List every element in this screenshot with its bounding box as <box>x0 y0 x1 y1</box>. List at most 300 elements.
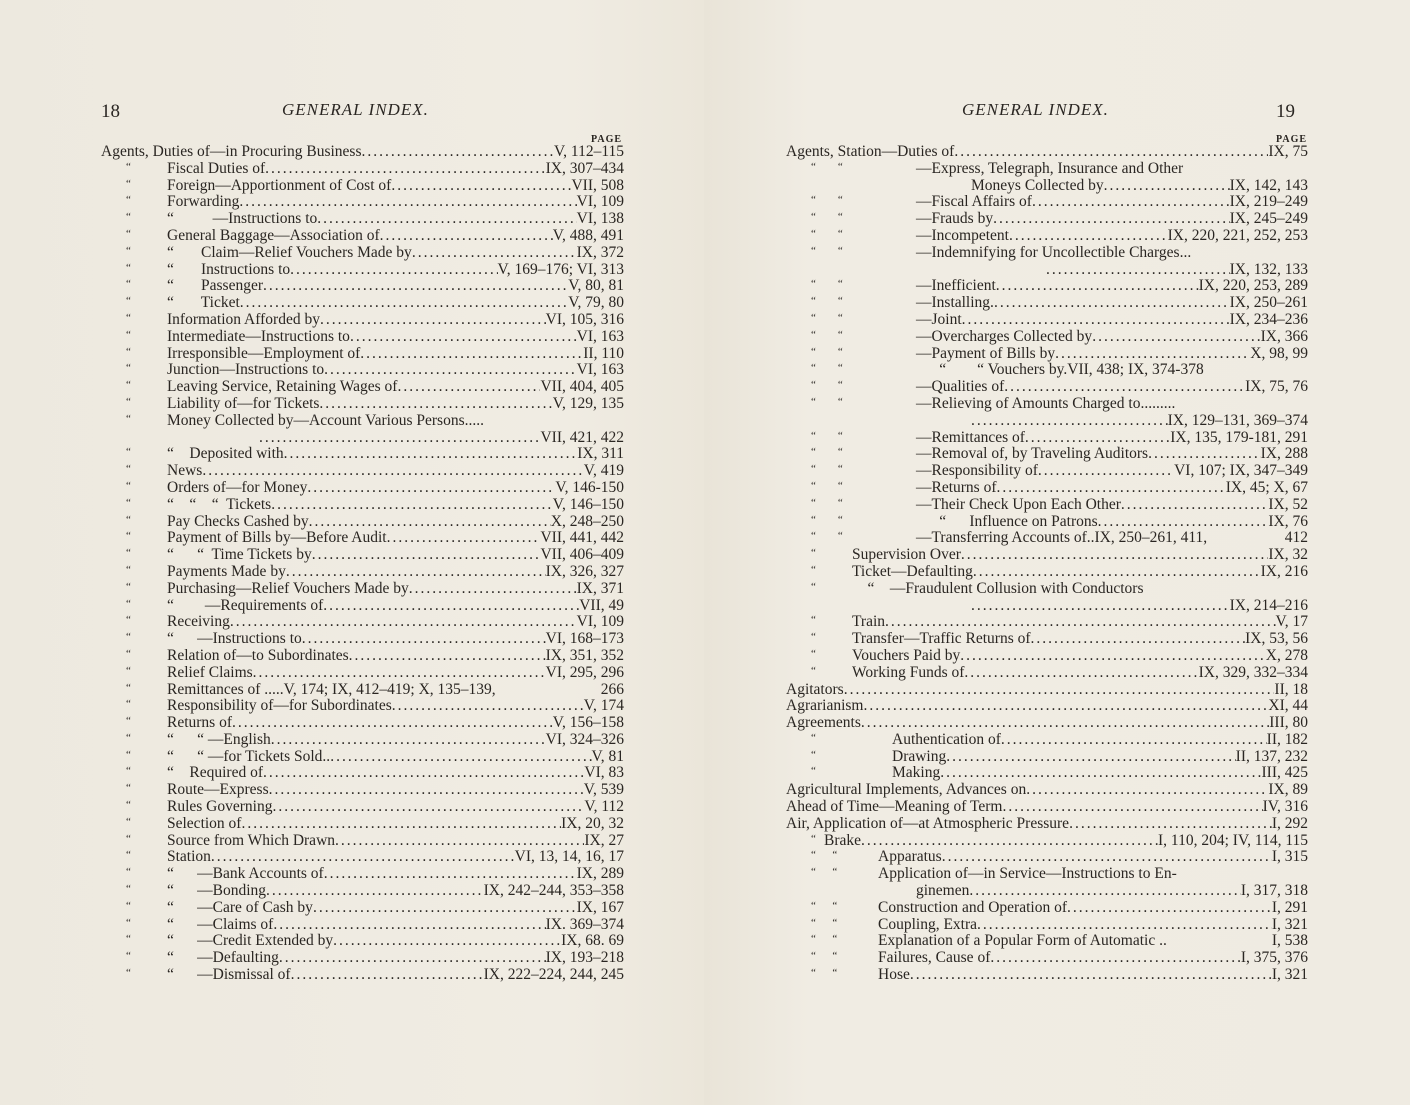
index-entry <box>786 144 1308 161</box>
index-entry <box>786 782 1308 799</box>
entry-page-ref: I, 315 <box>1271 848 1308 866</box>
entry-page-ref: IX, 245–249 <box>1229 210 1308 228</box>
ditto-mark: “ <box>126 782 131 795</box>
dot-leader <box>1055 346 1250 363</box>
dot-leader <box>302 631 546 648</box>
entry-page-ref: II, 137, 232 <box>1235 747 1308 765</box>
ditto-mark: “ <box>811 580 816 593</box>
entry-page-ref: V, 112–115 <box>553 143 624 160</box>
dot-leader <box>380 228 553 245</box>
index-entry <box>786 631 1308 648</box>
ditto-mark: “ “ <box>811 849 838 862</box>
dot-leader <box>1009 228 1168 245</box>
entry-label: Air, Application of—at Atmospheric Pressure <box>786 814 1070 832</box>
dot-leader <box>997 480 1226 497</box>
dot-leader <box>409 581 577 598</box>
ditto-mark: “ <box>811 647 816 660</box>
entry-page-ref: IX, 311 <box>577 445 624 463</box>
ditto-mark: “ <box>126 883 131 896</box>
dot-leader <box>324 866 577 883</box>
index-entry <box>101 581 624 598</box>
dot-leader <box>271 732 546 749</box>
entry-page-ref: VI, 109 <box>576 613 624 631</box>
entry-page-ref: V, 146-150 <box>555 478 624 496</box>
entry-page-ref: IX, 76 <box>1268 512 1308 530</box>
index-entry <box>786 849 1308 866</box>
dot-leader <box>994 295 1230 312</box>
page-number: 18 <box>101 101 120 122</box>
dot-leader <box>320 312 546 329</box>
index-entry <box>786 799 1308 816</box>
entry-page-ref: V, 112 <box>584 798 624 816</box>
entry-label: Agitators <box>786 680 844 698</box>
dot-leader <box>1031 631 1246 648</box>
dot-leader <box>253 665 546 682</box>
entry-label: Information Afforded by <box>167 310 320 328</box>
entry-page-ref: IX, 135, 179-181, 291 <box>1170 428 1308 446</box>
entry-label: Orders of—for Money <box>167 478 308 496</box>
ditto-mark: “ <box>126 731 131 744</box>
dot-leader <box>861 715 1269 732</box>
ditto-mark: “ <box>126 815 131 828</box>
entry-label: “ —Care of Cash by <box>167 898 313 916</box>
dot-leader <box>349 648 546 665</box>
entry-label: “ Claim—Relief Vouchers Made by <box>167 243 412 261</box>
entry-label: Ahead of Time—Meaning of Term <box>786 798 1003 816</box>
dot-leader <box>990 950 1240 967</box>
index-entry <box>101 211 624 228</box>
ditto-mark: “ <box>126 261 131 274</box>
ditto-mark: “ <box>126 194 131 207</box>
dot-leader <box>1098 514 1269 531</box>
dot-leader <box>973 564 1261 581</box>
entry-page-ref: IX, 220, 221, 252, 253 <box>1167 226 1308 244</box>
entry-page-ref: VI, 109 <box>576 193 624 211</box>
entry-label: Returns of <box>167 714 233 732</box>
index-entry <box>101 245 624 262</box>
index-entry <box>786 950 1308 967</box>
entry-page-ref: V, 81 <box>591 747 624 765</box>
ditto-mark: “ <box>126 614 131 627</box>
dot-leader <box>350 329 577 346</box>
running-head: GENERAL INDEX. <box>282 100 429 119</box>
ditto-mark: “ <box>126 866 131 879</box>
index-entry <box>786 547 1308 564</box>
dot-leader <box>291 967 484 984</box>
entry-page-ref: II, 182 <box>1266 730 1308 748</box>
dot-leader <box>309 514 551 531</box>
entry-page-ref: IX, 216 <box>1260 562 1308 580</box>
ditto-mark: “ <box>811 748 816 761</box>
entry-label: Junction—Instructions to <box>167 361 325 379</box>
entry-page-ref: V, 419 <box>583 462 624 480</box>
ditto-mark: “ <box>126 530 131 543</box>
entry-label: —Incompetent <box>916 226 1009 244</box>
index-entry <box>786 245 1308 262</box>
entry-label: —Returns of <box>916 478 997 496</box>
dot-leader <box>412 245 577 262</box>
entry-page-ref: V, 539 <box>583 781 624 799</box>
dot-leader <box>263 765 584 782</box>
entry-label: Intermediate—Instructions to <box>167 327 350 345</box>
index-entry <box>101 144 624 161</box>
entry-label: Coupling, Extra <box>878 915 978 933</box>
index-entry <box>786 463 1308 480</box>
entry-page-ref: IV, 316 <box>1262 798 1308 816</box>
ditto-mark: “ “ <box>811 933 838 946</box>
entry-page-ref: X, 278 <box>1265 646 1308 664</box>
ditto-mark: “ “ <box>811 244 843 257</box>
page-column-label: PAGE <box>1276 134 1308 145</box>
entry-label: Source from Which Drawn <box>167 831 336 849</box>
index-entry <box>101 278 624 295</box>
entry-page-ref: IX, 307–434 <box>545 159 624 177</box>
index-entry <box>101 413 624 430</box>
entry-label: News <box>167 462 203 480</box>
ditto-mark: “ <box>126 950 131 963</box>
entry-page-ref: VII, 404, 405 <box>540 378 624 396</box>
entry-page-ref: IX, 326, 327 <box>545 562 624 580</box>
dot-leader <box>940 765 1261 782</box>
index-entry <box>786 396 1308 413</box>
entry-page-ref: IX, 250–261 <box>1229 294 1308 312</box>
entry-page-ref: VI, 13, 14, 16, 17 <box>514 848 624 866</box>
index-entry <box>101 564 624 581</box>
index-entry <box>101 228 624 245</box>
index-entry <box>101 698 624 715</box>
entry-label: Receiving <box>167 613 230 631</box>
dot-leader <box>273 917 545 934</box>
dot-leader <box>954 144 1268 161</box>
ditto-mark: “ <box>126 681 131 694</box>
entry-label: General Baggage—Association of <box>167 226 380 244</box>
entry-page-ref: IX, 329, 332–334 <box>1198 663 1308 681</box>
ditto-mark: “ <box>126 244 131 257</box>
dot-leader <box>1032 194 1230 211</box>
ditto-mark: “ <box>126 479 131 492</box>
entry-page-ref: VII, 508 <box>571 176 624 194</box>
entry-label: Agents, Station—Duties of <box>786 143 955 160</box>
dot-leader <box>1002 799 1262 816</box>
index-entry <box>786 514 1308 531</box>
index-entry <box>101 799 624 816</box>
entry-label: Hose <box>878 966 910 984</box>
entry-label: Fiscal Duties of <box>167 159 266 177</box>
index-entry <box>786 765 1308 782</box>
ditto-mark: “ “ <box>811 513 843 526</box>
entry-page-ref: VI, 163 <box>576 327 624 345</box>
ditto-mark: “ <box>126 563 131 576</box>
index-entry <box>101 631 624 648</box>
ditto-mark: “ <box>126 345 131 358</box>
ditto-mark: “ “ <box>811 362 843 375</box>
ditto-mark: “ <box>811 664 816 677</box>
entry-page-ref: 412 <box>1284 529 1308 547</box>
dot-leader <box>1025 430 1170 447</box>
index-entry <box>786 732 1308 749</box>
entry-page-ref: I, 375, 376 <box>1240 949 1308 967</box>
ditto-mark: “ <box>126 748 131 761</box>
index-entry <box>101 396 624 413</box>
index-entry <box>786 564 1308 581</box>
entry-label: “ —Dismissal of <box>167 966 291 984</box>
entry-label: Responsibility of—for Subordinates <box>167 697 392 715</box>
index-entry <box>786 698 1308 715</box>
entry-label: “ —Instructions to <box>167 210 318 228</box>
entry-page-ref: VI, 295, 296 <box>545 663 624 681</box>
ditto-mark: “ “ <box>811 429 843 442</box>
dot-leader <box>1067 900 1272 917</box>
index-entry <box>101 463 624 480</box>
index-entry <box>786 598 1308 615</box>
dot-leader <box>319 396 552 413</box>
index-entry <box>786 648 1308 665</box>
entry-label: —Frauds by <box>916 210 994 228</box>
entry-label: —Their Check Upon Each Other <box>916 495 1121 513</box>
entry-label: Liability of—for Tickets <box>167 394 320 412</box>
index-entry <box>101 648 624 665</box>
entry-label: —Joint <box>916 310 962 328</box>
index-entry <box>786 749 1308 766</box>
entry-page-ref: IX, 45; X, 67 <box>1225 478 1308 496</box>
ditto-mark: “ <box>126 765 131 778</box>
index-entry <box>786 917 1308 934</box>
dot-leader <box>1038 463 1174 480</box>
ditto-mark: “ <box>126 278 131 291</box>
entry-page-ref: IX. 369–374 <box>545 915 624 933</box>
ditto-mark: “ “ <box>811 463 843 476</box>
dot-leader <box>387 530 541 547</box>
index-entry <box>101 497 624 514</box>
dot-leader <box>313 900 577 917</box>
dot-leader <box>211 849 515 866</box>
ditto-mark: “ <box>811 731 816 744</box>
entry-label: Rules Governing <box>167 798 273 816</box>
entry-page-ref: IX, 366 <box>1260 327 1308 345</box>
entry-page-ref: IX, 222–224, 244, 245 <box>483 966 624 984</box>
ditto-mark: “ “ <box>811 160 843 173</box>
index-entry <box>786 900 1308 917</box>
dot-leader <box>397 379 540 396</box>
dot-leader <box>324 362 576 379</box>
index-entry <box>101 917 624 934</box>
entry-page-ref: IX, 20, 32 <box>561 814 624 832</box>
entry-page-ref: IX, 193–218 <box>545 949 624 967</box>
entry-label: “ —Bonding <box>167 882 267 900</box>
entry-label: ginemen <box>916 882 970 900</box>
dot-leader <box>286 564 546 581</box>
ditto-mark: “ <box>126 698 131 711</box>
index-entry <box>786 446 1308 463</box>
index-entry <box>101 833 624 850</box>
dot-leader <box>241 816 561 833</box>
dot-leader <box>240 295 569 312</box>
index-entry <box>786 161 1308 178</box>
index-entry <box>101 312 624 329</box>
entry-page-ref: IX, 219–249 <box>1229 193 1308 211</box>
dot-leader <box>971 413 1168 430</box>
dot-leader <box>1001 732 1267 749</box>
entry-label: “ —Claims of <box>167 915 274 933</box>
entry-page-ref: IX, 234–236 <box>1229 310 1308 328</box>
entry-label: “ Deposited with <box>167 445 284 463</box>
index-entry <box>101 329 624 346</box>
index-entry <box>101 379 624 396</box>
entry-label: Application of—in Service—Instructions to En- <box>878 865 1177 883</box>
entry-label: Payments Made by <box>167 562 286 580</box>
dot-leader <box>269 782 584 799</box>
entry-label: “ —Bank Accounts of <box>167 865 324 883</box>
dot-leader <box>290 262 497 279</box>
dot-leader <box>960 648 1266 665</box>
dot-leader <box>946 749 1235 766</box>
entry-label: Pay Checks Cashed by <box>167 512 309 530</box>
entry-label: Agreements <box>786 714 861 732</box>
entry-label: —Qualities of <box>916 378 1005 396</box>
ditto-mark: “ <box>126 664 131 677</box>
ditto-mark: “ <box>126 328 131 341</box>
entry-label: Drawing <box>892 747 947 765</box>
ditto-mark: “ <box>126 547 131 560</box>
index-entry <box>786 866 1308 883</box>
entry-page-ref: V, 129, 135 <box>552 394 624 412</box>
entry-page-ref: V, 146–150 <box>552 495 624 513</box>
entry-page-ref: IX, 371 <box>576 579 624 597</box>
dot-leader <box>239 194 576 211</box>
entry-label: Supervision Over <box>852 546 961 564</box>
entry-page-ref: IX, 68. 69 <box>561 932 624 950</box>
entry-label: Explanation of a Popular Form of Automatic .. <box>878 932 1167 950</box>
entry-label: Relation of—to Subordinates <box>167 646 349 664</box>
entry-page-ref: I, 321 <box>1271 915 1308 933</box>
dot-leader <box>265 161 545 178</box>
ditto-mark: “ “ <box>811 866 838 879</box>
ditto-mark: “ “ <box>811 379 843 392</box>
entry-label: —Relieving of Amounts Charged to......... <box>916 394 1176 412</box>
dot-leader <box>391 178 571 195</box>
index-entry <box>101 530 624 547</box>
entry-label: Agrarianism <box>786 697 864 715</box>
dot-leader <box>885 614 1276 631</box>
index-entry <box>786 530 1308 547</box>
dot-leader <box>1069 816 1272 833</box>
index-entry <box>786 497 1308 514</box>
index-entry <box>101 732 624 749</box>
entry-label: “ —Instructions to <box>167 630 302 648</box>
entry-label: Brake <box>824 831 862 849</box>
index-entry <box>786 262 1308 279</box>
entry-page-ref: IX, 75 <box>1268 143 1308 160</box>
entry-label: “ —Defaulting <box>167 949 279 967</box>
entry-label: Ticket—Defaulting <box>852 562 973 580</box>
entry-label: —Installing. <box>916 294 994 312</box>
dot-leader <box>307 480 555 497</box>
entry-label: Working Funds of <box>852 663 965 681</box>
ditto-mark: “ “ <box>811 446 843 459</box>
dot-leader <box>361 144 553 161</box>
entry-page-ref: IX, 129–131, 369–374 <box>1167 411 1308 429</box>
page-column-label: PAGE <box>591 134 623 145</box>
entry-label: Apparatus <box>878 848 942 866</box>
entry-page-ref: II, 18 <box>1274 680 1308 698</box>
entry-page-ref: VII, 49 <box>579 596 624 614</box>
dot-leader <box>1121 497 1269 514</box>
entry-label: Vouchers Paid by <box>852 646 961 664</box>
ditto-mark: “ <box>126 160 131 173</box>
entry-page-ref: IX, 351, 352 <box>545 646 624 664</box>
entry-page-ref: IX, 132, 133 <box>1229 260 1308 278</box>
entry-label: “ “ —English <box>167 730 271 748</box>
entry-page-ref: VI, 105, 316 <box>545 310 624 328</box>
entry-page-ref: V, 79, 80 <box>568 294 624 312</box>
entry-label: “ Instructions to <box>167 260 291 278</box>
dot-leader <box>1092 329 1260 346</box>
index-entry <box>101 480 624 497</box>
entry-label: —Payment of Bills by <box>916 344 1056 362</box>
index-entry <box>101 682 624 699</box>
index-entry <box>101 547 624 564</box>
ditto-mark: “ <box>126 799 131 812</box>
entry-label: Making <box>892 764 941 782</box>
dot-leader <box>323 598 579 615</box>
entry-page-ref: IX, 52 <box>1268 495 1308 513</box>
index-entry <box>101 346 624 363</box>
entry-page-ref: I, 321 <box>1271 966 1308 984</box>
dot-leader <box>232 715 553 732</box>
ditto-mark: “ “ <box>811 194 843 207</box>
entry-page-ref: VI, 168–173 <box>545 630 624 648</box>
ditto-mark: “ <box>126 899 131 912</box>
index-entry <box>101 967 624 984</box>
index-entry <box>786 362 1308 379</box>
index-entry <box>786 581 1308 598</box>
dot-leader <box>284 446 578 463</box>
dot-leader <box>266 883 484 900</box>
entry-page-ref: III, 80 <box>1269 714 1308 732</box>
index-entry <box>786 346 1308 363</box>
ditto-mark: “ “ <box>811 530 843 543</box>
index-entry <box>786 413 1308 430</box>
ditto-mark: “ <box>126 513 131 526</box>
index-entry <box>786 715 1308 732</box>
entry-page-ref: 266 <box>600 680 624 698</box>
index-entry <box>101 178 624 195</box>
ditto-mark: “ <box>126 916 131 929</box>
entry-label: Purchasing—Relief Vouchers Made by <box>167 579 409 597</box>
entry-page-ref: IX, 289 <box>576 865 624 883</box>
entry-page-ref: VII, 421, 422 <box>540 428 624 446</box>
ditto-mark: “ “ <box>811 950 838 963</box>
index-entry <box>786 967 1308 984</box>
dot-leader <box>279 950 546 967</box>
ditto-mark: “ <box>126 463 131 476</box>
ditto-mark: “ <box>126 412 131 425</box>
entry-label: “ —Fraudulent Collusion with Conductors <box>852 579 1144 597</box>
entry-label: Agricultural Implements, Advances on <box>786 781 1027 799</box>
dot-leader <box>312 547 541 564</box>
entry-page-ref: IX, 142, 143 <box>1229 176 1308 194</box>
dot-leader <box>259 430 540 447</box>
entry-label: —Responsibility of <box>916 462 1038 480</box>
ditto-mark: “ “ <box>811 916 838 929</box>
entry-label: Leaving Service, Retaining Wages of <box>167 378 398 396</box>
index-entry <box>786 480 1308 497</box>
index-entry <box>786 933 1308 950</box>
ditto-mark: “ <box>126 211 131 224</box>
dot-leader <box>335 833 584 850</box>
ditto-mark: “ “ <box>811 295 843 308</box>
ditto-mark: “ <box>811 547 816 560</box>
